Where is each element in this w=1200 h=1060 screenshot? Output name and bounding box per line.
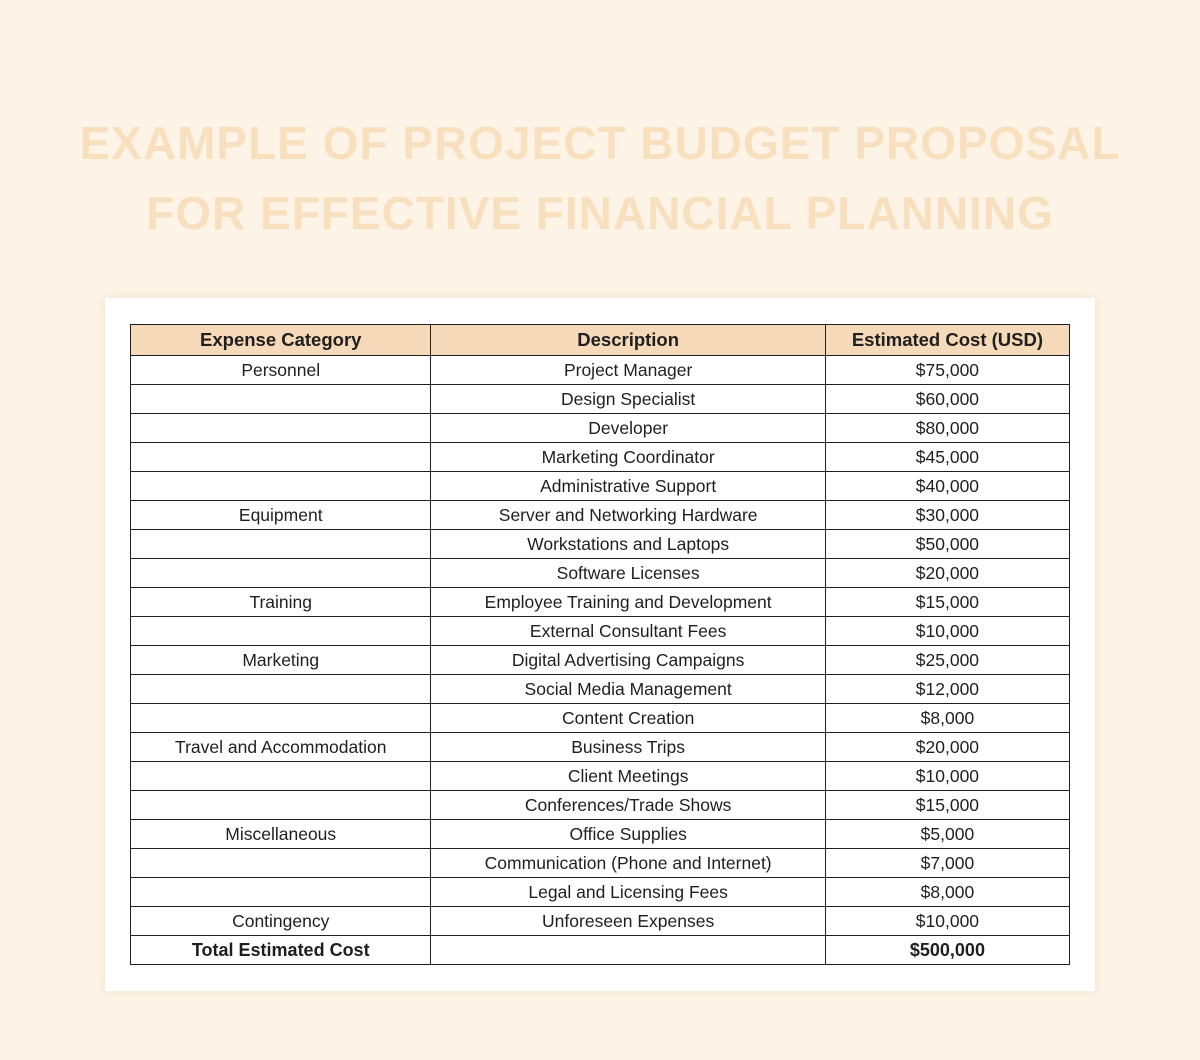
- cell-description: Communication (Phone and Internet): [431, 849, 825, 878]
- table-row: [131, 849, 1070, 878]
- cell-category: [131, 878, 431, 907]
- cell-cost: $12,000: [825, 675, 1069, 704]
- table-row: [131, 501, 1070, 530]
- header-description: Description: [431, 325, 825, 356]
- cell-cost: $10,000: [825, 907, 1069, 936]
- cell-description: Business Trips: [431, 733, 825, 762]
- cell-category: [131, 704, 431, 733]
- table-header-row: [131, 325, 1070, 356]
- cell-cost: $8,000: [825, 704, 1069, 733]
- cell-description: Office Supplies: [431, 820, 825, 849]
- cell-description: Developer: [431, 414, 825, 443]
- cell-description: Administrative Support: [431, 472, 825, 501]
- cell-description: Conferences/Trade Shows: [431, 791, 825, 820]
- cell-description: Unforeseen Expenses: [431, 907, 825, 936]
- total-row: [131, 936, 1070, 965]
- table-row: [131, 907, 1070, 936]
- cell-description: Legal and Licensing Fees: [431, 878, 825, 907]
- cell-description: Project Manager: [431, 356, 825, 385]
- cell-cost: $7,000: [825, 849, 1069, 878]
- table-row: [131, 791, 1070, 820]
- cell-description: External Consultant Fees: [431, 617, 825, 646]
- cell-cost: $10,000: [825, 617, 1069, 646]
- table-row: [131, 733, 1070, 762]
- cell-category: Total Estimated Cost: [131, 936, 431, 965]
- cell-description: Software Licenses: [431, 559, 825, 588]
- cell-cost: $50,000: [825, 530, 1069, 559]
- table-row: [131, 356, 1070, 385]
- page-title: [0, 0, 1200, 248]
- table-row: [131, 820, 1070, 849]
- cell-category: Contingency: [131, 907, 431, 936]
- header-expense-category: Expense Category: [131, 325, 431, 356]
- cell-category: [131, 472, 431, 501]
- cell-cost: $15,000: [825, 791, 1069, 820]
- table-row: [131, 617, 1070, 646]
- cell-category: [131, 443, 431, 472]
- table-row: [131, 588, 1070, 617]
- cell-category: [131, 617, 431, 646]
- cell-cost: $80,000: [825, 414, 1069, 443]
- table-row: [131, 559, 1070, 588]
- page-title-line1: EXAMPLE OF PROJECT BUDGET PROPOSAL: [79, 117, 1121, 169]
- cell-category: [131, 762, 431, 791]
- cell-category: [131, 414, 431, 443]
- cell-description: Client Meetings: [431, 762, 825, 791]
- cell-cost: $45,000: [825, 443, 1069, 472]
- cell-cost: $40,000: [825, 472, 1069, 501]
- cell-cost: $5,000: [825, 820, 1069, 849]
- table-row: [131, 675, 1070, 704]
- cell-description: Marketing Coordinator: [431, 443, 825, 472]
- table-row: [131, 878, 1070, 907]
- cell-description: Design Specialist: [431, 385, 825, 414]
- page-title-line2: FOR EFFECTIVE FINANCIAL PLANNING: [146, 187, 1054, 239]
- cell-cost: $30,000: [825, 501, 1069, 530]
- cell-description: Digital Advertising Campaigns: [431, 646, 825, 675]
- cell-cost: $20,000: [825, 559, 1069, 588]
- cell-category: [131, 791, 431, 820]
- cell-description: Employee Training and Development: [431, 588, 825, 617]
- cell-category: [131, 849, 431, 878]
- cell-category: Travel and Accommodation: [131, 733, 431, 762]
- table-card: [105, 298, 1095, 991]
- cell-cost: $75,000: [825, 356, 1069, 385]
- cell-description: Content Creation: [431, 704, 825, 733]
- cell-description: [431, 936, 825, 965]
- cell-category: Personnel: [131, 356, 431, 385]
- cell-category: [131, 559, 431, 588]
- cell-category: Equipment: [131, 501, 431, 530]
- cell-cost: $500,000: [825, 936, 1069, 965]
- cell-description: Workstations and Laptops: [431, 530, 825, 559]
- cell-cost: $25,000: [825, 646, 1069, 675]
- table-row: [131, 385, 1070, 414]
- cell-cost: $20,000: [825, 733, 1069, 762]
- cell-cost: $8,000: [825, 878, 1069, 907]
- table-row: [131, 646, 1070, 675]
- cell-cost: $15,000: [825, 588, 1069, 617]
- table-row: [131, 472, 1070, 501]
- cell-category: Marketing: [131, 646, 431, 675]
- table-row: [131, 414, 1070, 443]
- cell-cost: $60,000: [825, 385, 1069, 414]
- cell-category: [131, 675, 431, 704]
- table-row: [131, 762, 1070, 791]
- table-row: [131, 704, 1070, 733]
- header-estimated-cost: Estimated Cost (USD): [825, 325, 1069, 356]
- cell-description: Server and Networking Hardware: [431, 501, 825, 530]
- cell-category: [131, 385, 431, 414]
- table-row: [131, 443, 1070, 472]
- table-row: [131, 530, 1070, 559]
- budget-table: [130, 324, 1070, 965]
- cell-category: [131, 530, 431, 559]
- cell-description: Social Media Management: [431, 675, 825, 704]
- cell-category: Miscellaneous: [131, 820, 431, 849]
- cell-category: Training: [131, 588, 431, 617]
- cell-cost: $10,000: [825, 762, 1069, 791]
